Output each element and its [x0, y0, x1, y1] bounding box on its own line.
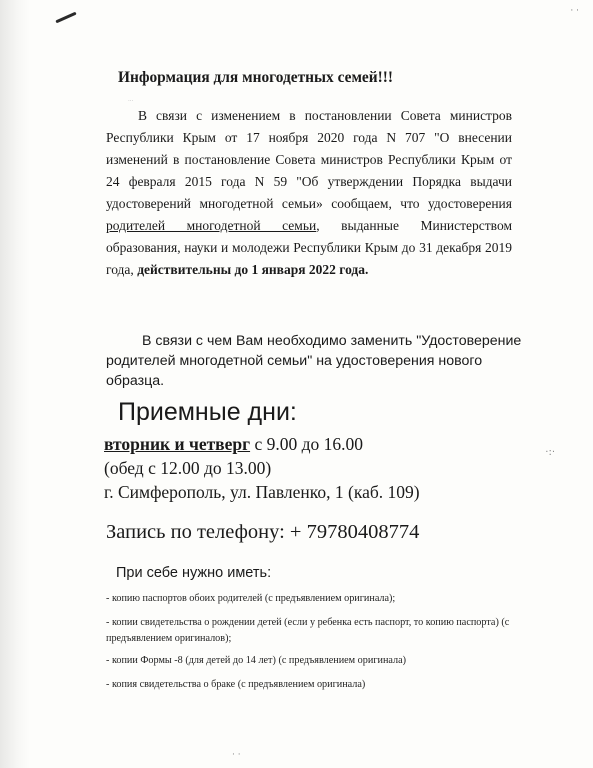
reception-days: вторник и четверг — [104, 434, 251, 454]
scan-dots-top-right: · · — [570, 6, 579, 16]
notice-underlined-phrase: родителей многодетной семьи — [106, 218, 317, 233]
bleed-through-text: ... — [128, 95, 134, 103]
scan-dots-side: ·:· — [545, 447, 555, 458]
notice-text-part2: , выданные Министерством образования, науки и молодежи Республики Крым до 31 декабря 2019 года, — [106, 218, 512, 277]
validity-notice-bold: действительны до 1 января 2022 года. — [137, 262, 369, 277]
phone-registration-line: Запись по телефону: + 79780408774 — [106, 521, 420, 543]
replacement-paragraph-text: В связи с чем Вам необходимо заменить "Удостоверение родителей многодетной семьи" на удостоверения нового образца. — [106, 333, 522, 389]
list-item: - копии Формы -8 (для детей до 14 лет) (с предъявлением оригинала) — [106, 655, 407, 666]
notice-paragraph — [106, 105, 512, 281]
reception-schedule — [104, 432, 420, 504]
notice-paragraph-text — [106, 105, 512, 281]
required-documents-heading: При себе нужно иметь: — [116, 565, 272, 581]
office-address: г. Симферополь, ул. Павленко, 1 (каб. 109) — [104, 482, 420, 502]
scan-dots-bottom: · · — [232, 750, 241, 760]
notice-text-part1: В связи с изменением в постановлении Совета министров Республики Крым от 17 ноября 2020 года N 707 "О внесении изменений в постановление Совета министров Республики Крым от 24 февраля 2015 года N 59 "Об утверждении Порядка выдачи удостоверений многодетной семьи» сообщаем, что удостоверения — [106, 108, 512, 211]
pen-stroke-mark — [55, 12, 76, 24]
lunch-break: (обед с 12.00 до 13.00) — [104, 458, 272, 478]
schedule-days-line — [104, 432, 420, 456]
reception-days-heading: Приемные дни: — [118, 398, 297, 426]
reception-hours: с 9.00 до 16.00 — [250, 434, 363, 454]
replacement-paragraph — [106, 331, 526, 391]
list-item: - копии свидетельства о рождении детей (если у ребенка есть паспорт, то копию паспорта) (с предъявлением оригиналов); — [106, 617, 510, 644]
list-item: - копию паспортов обоих родителей (с предъявлением оригинала); — [106, 593, 396, 604]
required-documents-list — [106, 591, 536, 701]
list-item: - копия свидетельства о браке (с предъявлением оригинала) — [106, 679, 366, 690]
scan-shadow-edge — [0, 0, 30, 768]
document-title: Информация для многодетных семей!!! — [118, 69, 394, 86]
